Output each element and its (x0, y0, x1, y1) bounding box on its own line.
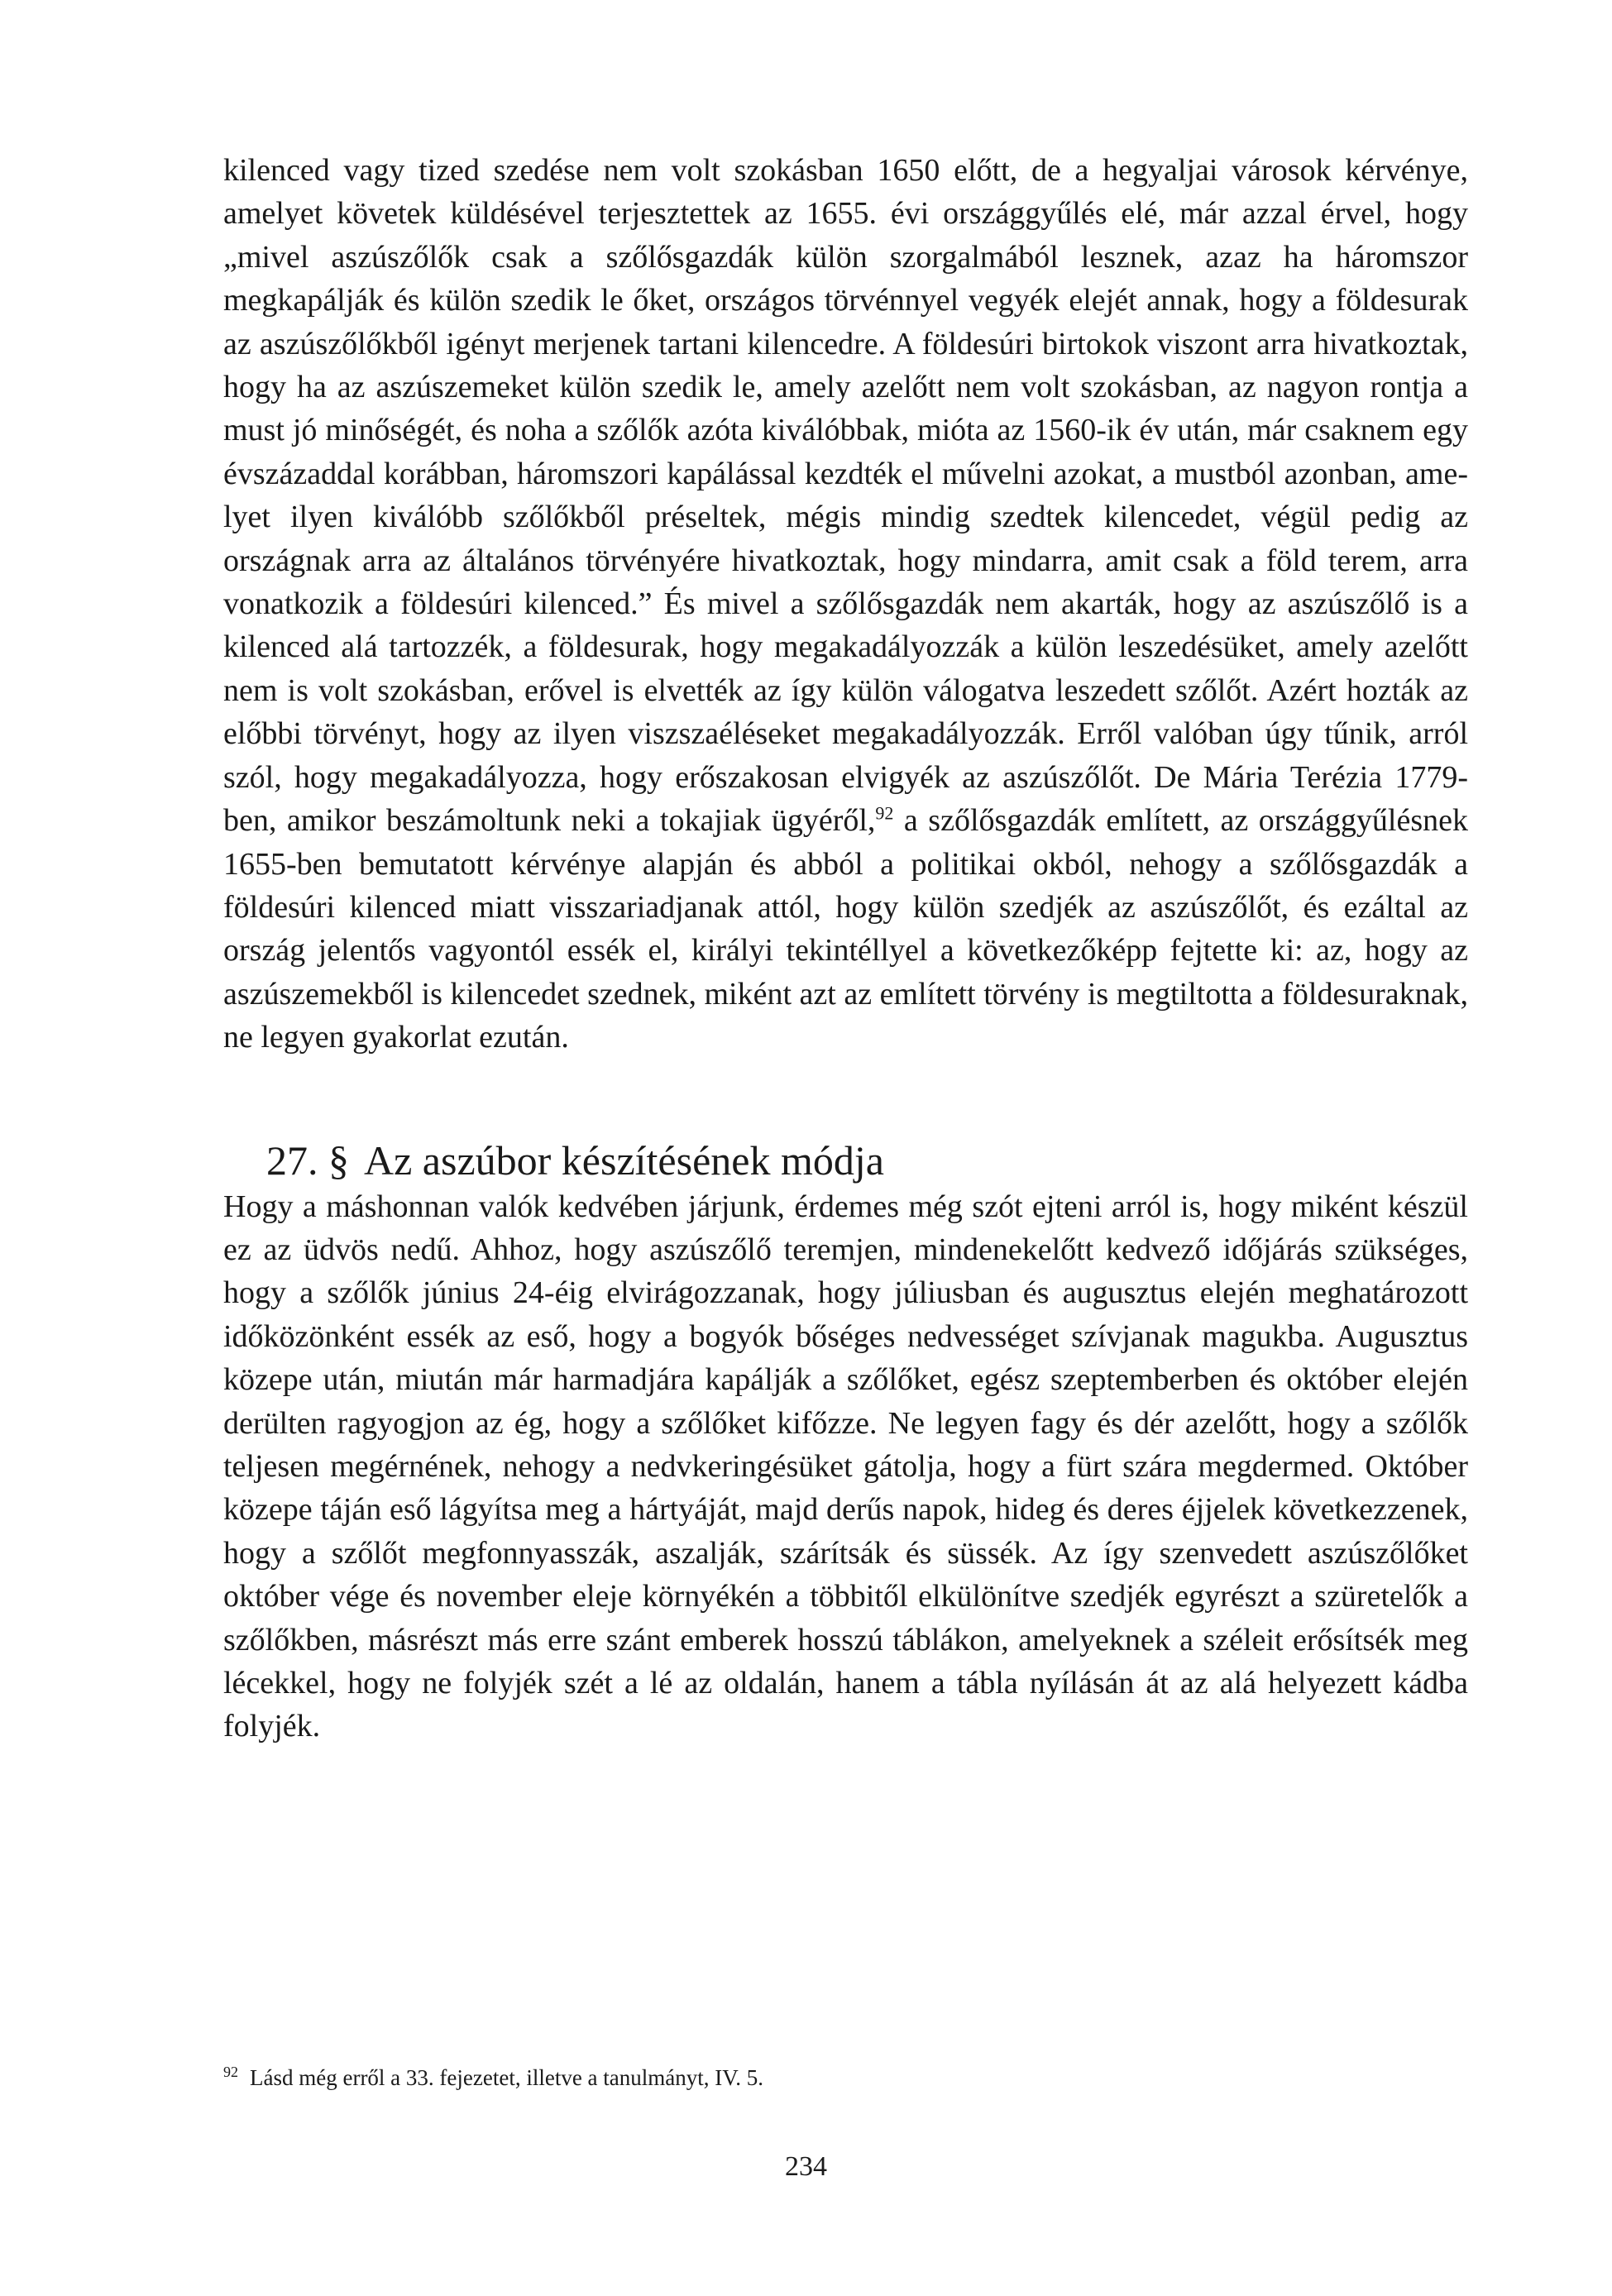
body-paragraph (223, 149, 1468, 1060)
footnote-reference[interactable]: 92 (875, 802, 894, 824)
body-paragraph-section: Hogy a máshonnan valók kedvében járjunk, érdemes még szót ejteni arról is, hogy miként készül ez az üdvös nedű. Ahhoz, hogy aszúszőlő teremjen, mindenekelőtt kedvező időjárás szükséges, hogy a szőlők június 24-éig elvirágozzanak, hogy júliusban és augusztus elején meghatározott időközönként essék az eső, hogy a bogyók bőséges nedvességet szívjanak magukba. Augusztus közepe után, miután már harmadjára kapálják a szőlőket, egész szeptemberben és október elején derülten ragyogjon az ég, hogy a szőlőket kifőzze. Ne legyen fagy és dér azelőtt, hogy a szőlők teljesen megérnének, nehogy a nedvkeringésüket gátolja, hogy a fürt szára megdermed. Október közepe táján eső lágyítsa meg a hártyáját, majd derűs napok, hideg és deres éjjelek következzenek, hogy a szőlőt megfonnyasszák, aszalják, szárítsák és süssék. Az így szenvedett aszúszőlőket október vége és november eleje környékén a többitől elkülönítve szedjék egyrészt a szüretelők a szőlőkben, másrészt más erre szánt emberek hosszú táblákon, amelyeknek a széleit erősítsék meg lécekkel, hogy ne folyjék szét a lé az oldalán, hanem a tábla nyílásán át az alá helyezett kádba folyjék. (223, 1189, 1468, 1744)
paragraph-text-continued: a szőlősgazdák említett, az országgyűlésnek 1655-ben bemutatott kérvénye alapján és abból a politikai okból, nehogy a szőlősgazdák a földesúri kilenced miatt visszariadjanak attól, hogy külön szedjék az aszúszőlőt, és ezáltal az ország jelentős vagyontól essék el, királyi tekintéllyel a következőképp fejtette ki: az, hogy az aszúszemekből is kilencedet szednek, miként azt az említett törvény is megtiltotta a földesuraknak, ne legyen gyakorlat ezután. (223, 803, 1468, 1055)
footnote-text: Lásd még erről a 33. fejezetet, illetve a tanulmányt, IV. 5. (250, 2065, 764, 2090)
section-title: Az aszúbor készítésének módja (364, 1136, 884, 1184)
footnote (223, 2063, 1468, 2093)
page-number: 234 (785, 2151, 827, 2182)
paragraph-text: kilenced vagy tized szedése nem volt szokásban 1650 előtt, de a hegyaljai városok kérvénye, amelyet követek küldésével terjesztettek az 1655. évi országgyűlés elé, már azzal érvel, hogy „mivel aszúszőlők csak a szőlősgazdák külön szorgalmából lesznek, azaz ha háromszor megkapálják és külön szedik le őket, országos törvénnyel vegyék elejét annak, hogy a földesurak az aszúszőlőkből igényt merjenek tartani kilencedre. A földesúri birtokok viszont arra hivatkoztak, hogy ha az aszúszemeket külön szedik le, amely azelőtt nem volt szokásban, az nagyon rontja a must jó minőségét, és noha a szőlők azóta kiválóbbak, mióta az 1560-ik év után, már csaknem egy évszázaddal korábban, háromszori kapálással kezdték el művelni azokat, a mustból azonban, amelyet ilyen kiválóbb szőlőkből préseltek, mégis mindig szedtek kilencedet, végül pedig az országnak arra az általános törvényére hivatkoztak, hogy mindarra, amit csak a föld terem, arra vonatkozik a földesúri kilenced.” És mivel a szőlősgazdák nem akarták, hogy az aszúszőlő is a kilenced alá tartozzék, a földesurak, hogy megakadályozzák a külön leszedésüket, amely azelőtt nem is volt szokásban, erővel is elvették az így külön válogatva leszedett szőlőt. Azért hozták az előbbi törvényt, hogy az ilyen viszszaéléseket megakadályozzák. Erről valóban úgy tűnik, arról szól, hogy megakadályozza, hogy erőszakosan elvigyék az aszúszőlőt. De Mária Terézia 1779-ben, amikor beszámoltunk neki a tokajiak ügyéről, (223, 153, 1468, 839)
section-number: 27. § (266, 1136, 349, 1184)
page-body (223, 149, 1468, 1748)
footnote-number: 92 (223, 2064, 238, 2080)
section-heading (266, 1136, 1468, 1185)
